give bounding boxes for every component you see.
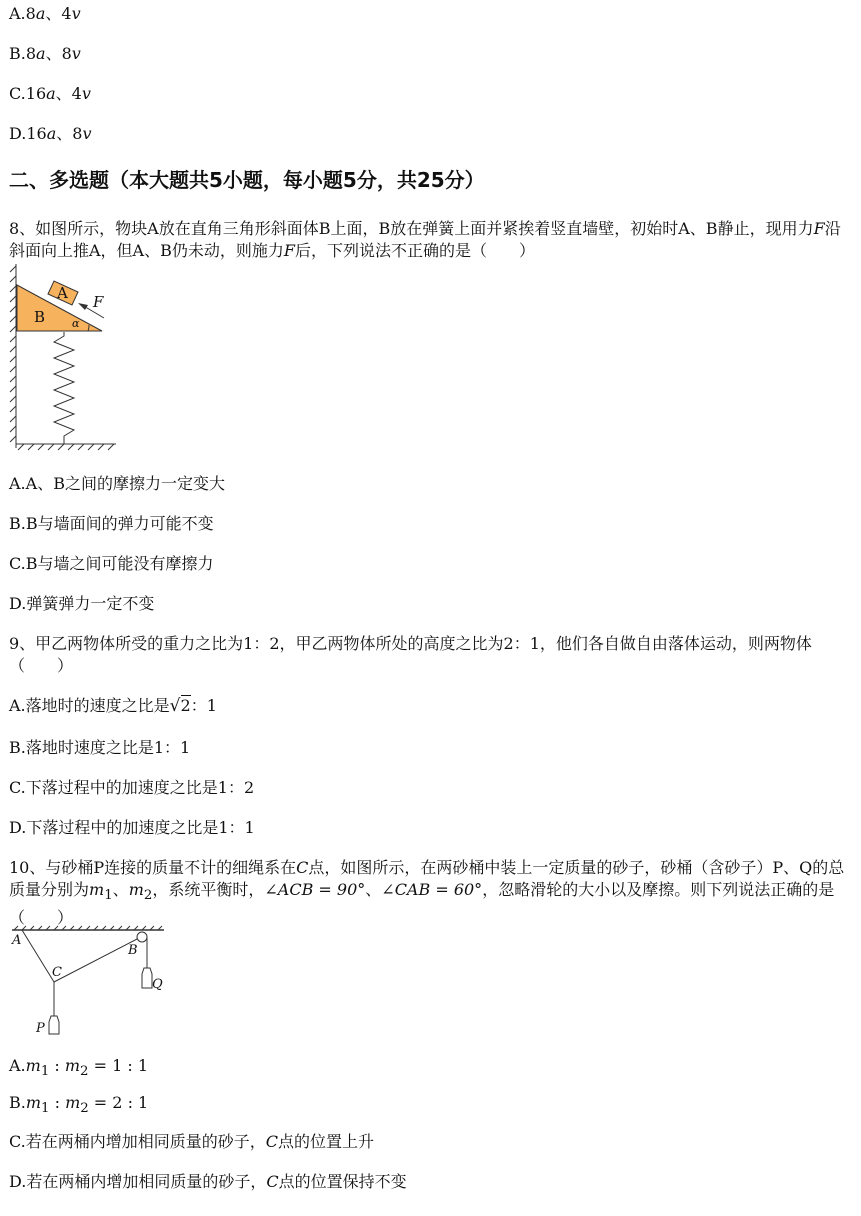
q8-option-d: D.弹簧弹力一定不变 [9,594,155,613]
q9-stem: 9、甲乙两物体所受的重力之比为1：2，甲乙两物体所处的高度之比为2：1，他们各自做自由落体运动，则两物体（ ） [9,634,812,675]
q10-label-b: B [128,943,138,958]
q9-option-c: C.下落过程中的加速度之比是1：2 [9,778,255,797]
q10-option-b: $B.m_1$ : $m_2 = 2$ : 1 [9,1093,149,1117]
q10-option-c: C.若在两桶内增加相同质量的砂子，C点的位置上升 [9,1132,375,1151]
q10-label-p: P [36,1021,45,1036]
q8-label-a: A [57,284,68,302]
q9-option-a: A.落地时的速度之比是√2：1 [9,696,217,716]
q10-option-a: $A.m_1$ : $m_2 = 1$ : 1 [9,1056,149,1080]
q9-option-b: B.落地时速度之比是1：1 [9,738,191,757]
q8-figure [8,262,120,454]
section-title: 二、多选题（本大题共5小题，每小题5分，共25分） [9,168,485,192]
prev-option-b: B.8a、8v [9,44,81,63]
q8-stem: 8、如图所示，物块A放在直角三角形斜面体B上面，B放在弹簧上面并紧挨着竖直墙壁，初始时A、B静止，现用力F沿斜面向上推A，但A、B仍未动，则施力F后，下列说法不正确的是（ ） [9,219,841,260]
q9-option-d: D.下落过程中的加速度之比是1：1 [9,818,255,837]
q10-label-c: C [52,965,62,980]
q10-label-a: A [12,933,22,948]
q10-stem: 10、与砂桶P连接的质量不计的细绳系在C点，如图所示，在两砂桶中装上一定质量的砂子，砂桶（含砂子）P、Q的总质量分别为$m_1$、$m_2$，系统平衡时，∠ACB = 90°、∠CAB = 60°，忽略滑轮的大小以及摩擦。则下列说法正确的是（ ） [9,858,845,928]
q8-option-b: B.B与墙面间的弹力可能不变 [9,514,214,533]
q10-figure [8,924,168,1038]
q10-label-q: Q [152,977,163,992]
prev-option-d: D.16a、8v [9,124,92,143]
q8-option-c: C.B与墙之间可能没有摩擦力 [9,554,214,573]
q8-label-alpha: α [72,317,80,330]
q8-option-a: A.A、B之间的摩擦力一定变大 [9,474,225,493]
prev-option-a: A.8a、4v [9,4,81,23]
q8-label-b: B [34,308,46,326]
q8-label-f: F [93,293,104,311]
prev-option-c: C.16a、4v [9,84,91,103]
q10-option-d: D.若在两桶内增加相同质量的砂子，C点的位置保持不变 [9,1172,407,1191]
